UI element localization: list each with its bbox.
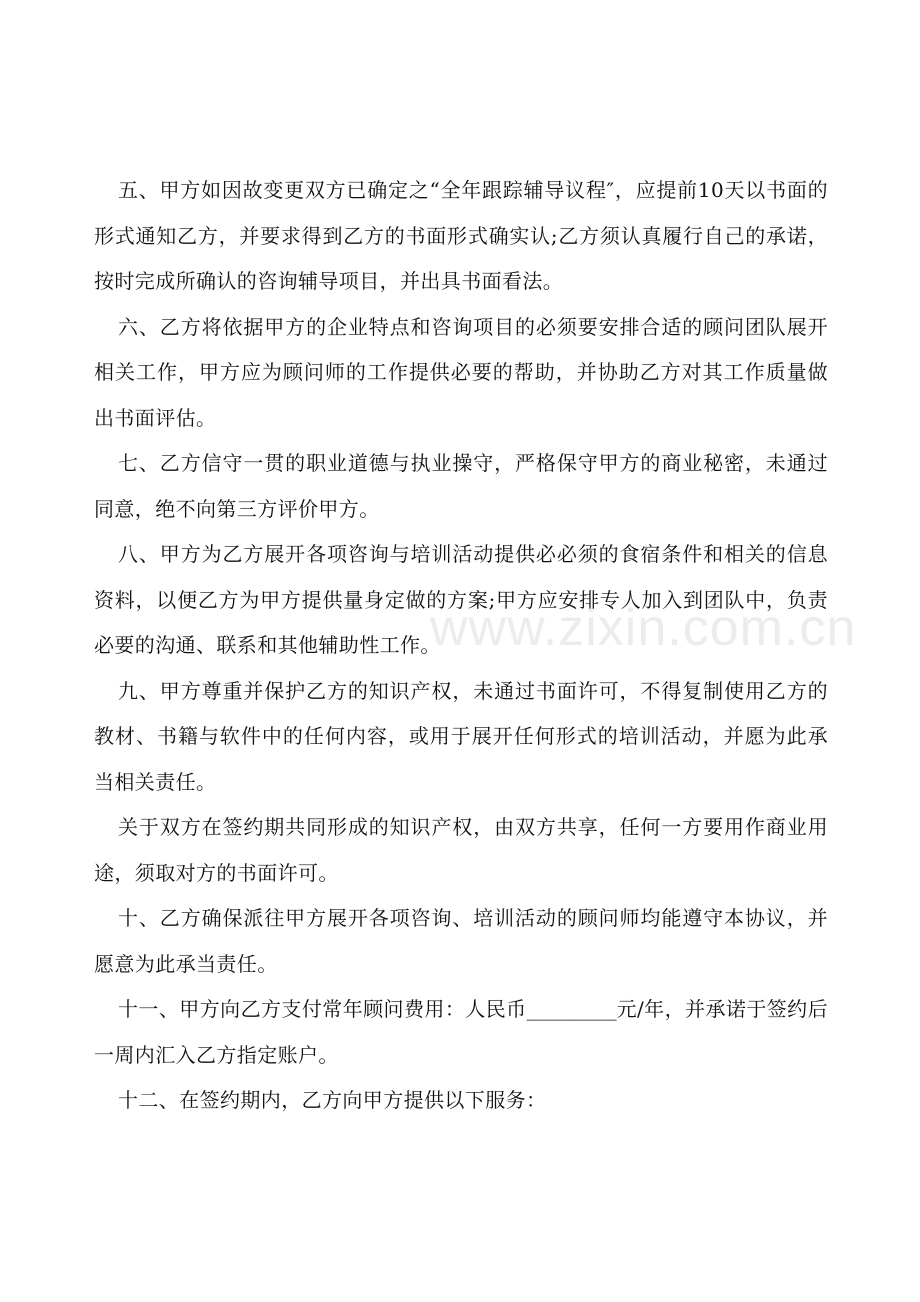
clause-11-text-before: 十一、甲方向乙方支付常年顾问费用：人民币 <box>118 997 527 1021</box>
clause-6: 六、乙方将依据甲方的企业特点和咨询项目的必须要安排合适的顾问团队展开相关工作，甲方应为顾问师的工作提供必要的帮助，并协助乙方对其工作质量做出书面评估。 <box>94 314 828 430</box>
clause-12: 十二、在签约期内，乙方向甲方提供以下服务： <box>118 1088 547 1112</box>
clause-10: 十、乙方确保派往甲方展开各项咨询、培训活动的顾问师均能遵守本协议，并愿意为此承当责任。 <box>94 906 828 976</box>
clause-5: 五、甲方如因故变更双方已确定之“全年跟踪辅导议程″，应提前10天以书面的形式通知乙方，并要求得到乙方的书面形式确实认;乙方须认真履行自己的承诺，按时完成所确认的咨询辅导项目，并出具书面看法。 <box>94 178 828 293</box>
watermark: www.zixin.com.cn <box>430 599 857 657</box>
clause-11 <box>94 987 828 1078</box>
clause-11-text-after: 元/年，并承诺于签约后一周内汇入乙方指定账户。 <box>94 997 829 1067</box>
clause-7: 七、乙方信守一贯的职业道德与执业操守，严格保守甲方的商业秘密，未通过同意，绝不向第三方评价甲方。 <box>94 451 828 521</box>
clause-8: 八、甲方为乙方展开各项咨询与培训活动提供必必须的食宿条件和相关的信息资料，以便乙方为甲方提供量身定做的方案;甲方应安排专人加入到团队中，负责必要的沟通、联系和其他辅助性工作。 <box>94 542 828 657</box>
fee-amount-blank: _________ <box>526 997 617 1021</box>
clause-9-ip-sharing: 关于双方在签约期共同形成的知识产权，由双方共享，任何一方要用作商业用途，须取对方的书面许可。 <box>94 815 828 885</box>
clause-9: 九、甲方尊重并保护乙方的知识产权，未通过书面许可，不得复制使用乙方的教材、书籍与软件中的任何内容，或用于展开任何形式的培训活动，并愿为此承当相关责任。 <box>94 678 828 794</box>
